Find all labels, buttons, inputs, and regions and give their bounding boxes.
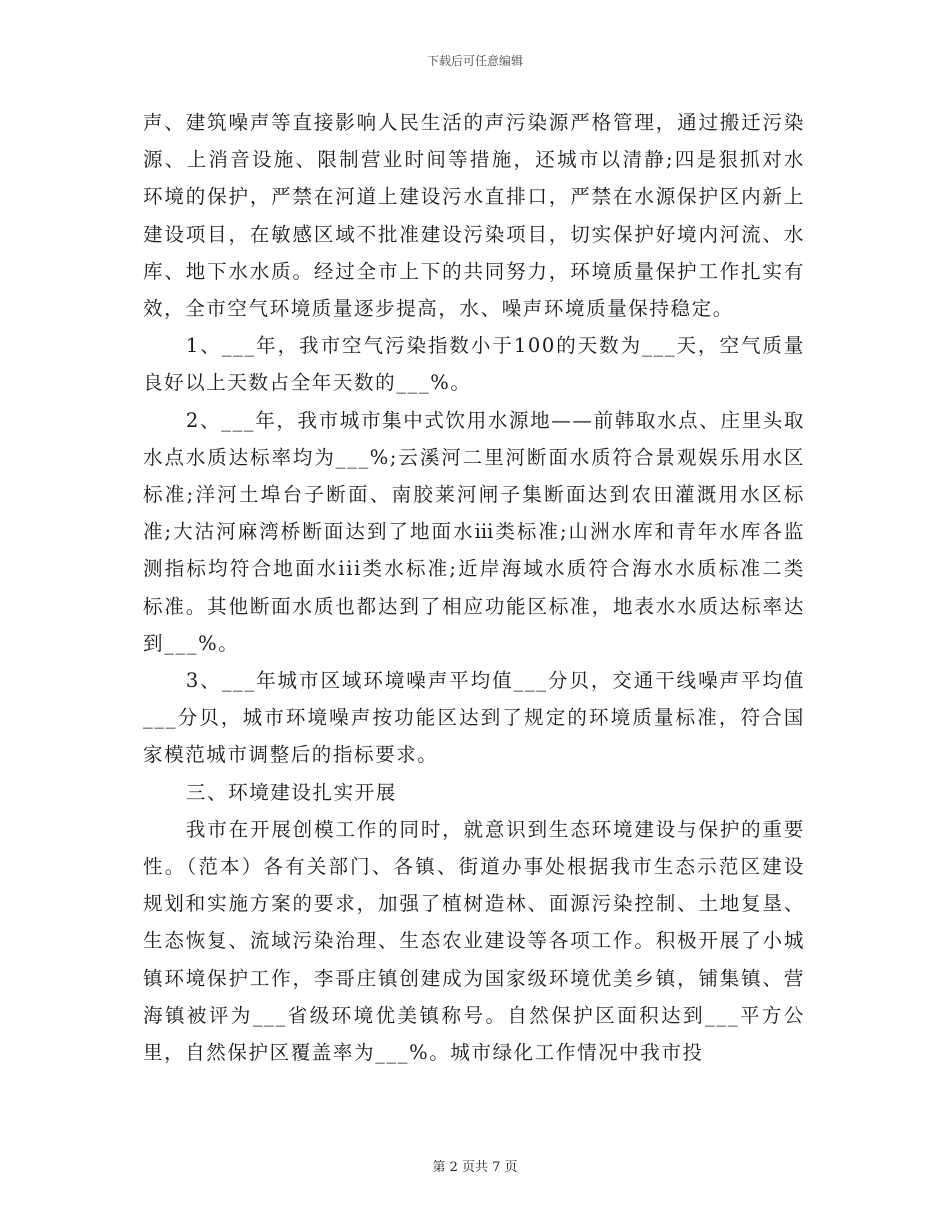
paragraph-5: 我市在开展创模工作的同时，就意识到生态环境建设与保护的重要性。（范本）各有关部门、各镇、街道办事处根据我市生态示范区建设规划和实施方案的要求，加强了植树造林、面源污染控制、土地复垦、生态恢复、流域污染治理、生态农业建设等各项工作。积极开展了小城镇环境保护工作，李哥庄镇创建成为国家级环境优美乡镇，铺集镇、营海镇被评为___省级环境优美镇称号。自然保护区面积达到___平方公里，自然保护区覆盖率为___%。城市绿化工作情况中我市投 [143, 817, 805, 1065]
section-heading: 三、环境建设扎实开展 [185, 780, 397, 804]
paragraph-1: 声、建筑噪声等直接影响人民生活的声污染源严格管理，通过搬迁污染源、上消音设施、限制营业时间等措施，还城市以清静;四是狠抓对水环境的保护，严禁在河道上建设污水直排口，严禁在水源保护区内新上建设项目，在敏感区域不批准建设污染项目，切实保护好境内河流、水库、地下水水质。经过全市上下的共同努力，环境质量保护工作扎实有效，全市空气环境质量逐步提高，水、噪声环境质量保持稳定。 [143, 111, 805, 321]
page-header-note: 下载后可任意编辑 [426, 54, 523, 68]
document-body [143, 104, 805, 1071]
paragraph-3: 2、___年，我市城市集中式饮用水源地——前韩取水点、庄里头取水点水质达标率均为___%;云溪河二里河断面水质符合景观娱乐用水区标准;洋河土埠台子断面、南胶莱河闸子集断面达到农田灌溉用水区标准;大沽河麻湾桥断面达到了地面水ⅲ类标准;山洲水库和青年水库各监测指标均符合地面水iii类水标准;近岸海域水质符合海水水质标准二类标准。其他断面水质也都达到了相应功能区标准，地表水水质达标率达到___%。 [143, 408, 805, 655]
paragraph-2: 1、___年，我市空气污染指数小于100的天数为___天，空气质量良好以上天数占全年天数的___%。 [143, 334, 805, 395]
paragraph-4: 3、___年城市区域环境噪声平均值___分贝，交通干线噪声平均值___分贝，城市环境噪声按功能区达到了规定的环境质量标准，符合国家模范城市调整后的指标要求。 [143, 669, 805, 767]
page-number: 第 2 页共 7 页 [432, 1160, 518, 1175]
